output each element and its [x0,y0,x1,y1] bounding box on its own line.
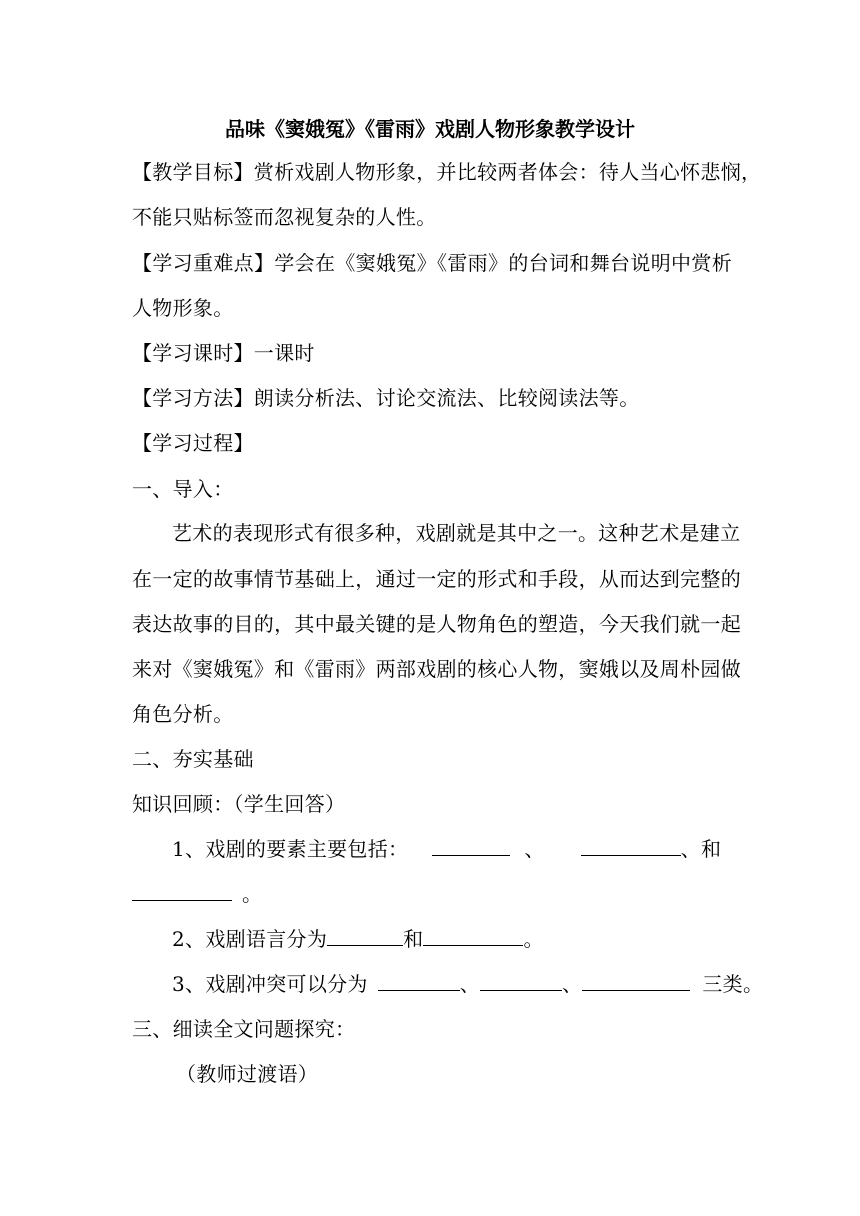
section-2-heading: 二、夯实基础 [132,747,254,771]
teacher-transition-note: （教师过渡语） [176,1062,319,1086]
question-1-prefix: 1、戏剧的要素主要包括： [172,837,409,861]
intro-paragraph-line-2: 在一定的故事情节基础上，通过一定的形式和手段，从而达到完整的 [132,567,741,591]
objectives-line-1: 【教学目标】赏析戏剧人物形象，并比较两者体会：待人当心怀悲悯， [132,160,762,184]
question-2-prefix: 2、戏剧语言分为 [172,927,328,951]
intro-paragraph-line-1: 艺术的表现形式有很多种，戏剧就是其中之一。这种艺术是建立 [172,521,741,545]
blank-field[interactable] [581,837,681,856]
question-1-end: 。 [242,882,263,906]
intro-paragraph-line-4: 来对《窦娥冤》和《雷雨》两部戏剧的核心人物，窦娥以及周朴园做 [132,657,741,681]
learning-methods: 【学习方法】朗读分析法、讨论交流法、比较阅读法等。 [132,386,640,410]
question-2-mid: 和 [403,927,424,951]
question-1-line-2 [132,882,732,906]
question-3-separator: 、 [562,972,583,996]
blank-field[interactable] [327,927,403,946]
learning-process-heading: 【学习过程】 [132,431,254,455]
key-points-line-2: 人物形象。 [132,296,234,320]
blank-field[interactable] [582,972,690,991]
question-1-separator: 、和 [680,837,722,861]
blank-field[interactable] [480,972,562,991]
class-hours: 【学习课时】一课时 [132,341,315,365]
intro-paragraph-line-5: 角色分析。 [132,702,234,726]
question-1-separator: 、 [524,837,545,861]
blank-field[interactable] [423,927,523,946]
question-1-line-1 [172,837,732,861]
objectives-line-2: 不能只贴标签而忽视复杂的人性。 [132,205,437,229]
blank-field[interactable] [132,882,232,901]
question-3-prefix: 3、戏剧冲突可以分为 [172,972,368,996]
question-3-line [172,972,764,996]
document-title: 品味《窦娥冤》《雷雨》戏剧人物形象教学设计 [225,117,635,141]
question-2-line [172,927,732,951]
question-2-end: 。 [523,927,544,951]
question-3-separator: 、 [459,972,481,996]
section-3-heading: 三、细读全文问题探究： [132,1017,356,1041]
blank-field[interactable] [432,837,510,856]
section-1-heading: 一、导入： [132,477,234,501]
knowledge-review: 知识回顾：（学生回答） [132,792,346,816]
question-3-end: 三类。 [702,972,764,996]
key-points-line-1: 【学习重难点】学会在《窦娥冤》《雷雨》的台词和舞台说明中赏析 [132,251,732,275]
blank-field[interactable] [378,972,460,991]
intro-paragraph-line-3: 表达故事的目的，其中最关键的是人物角色的塑造，今天我们就一起 [132,612,741,636]
